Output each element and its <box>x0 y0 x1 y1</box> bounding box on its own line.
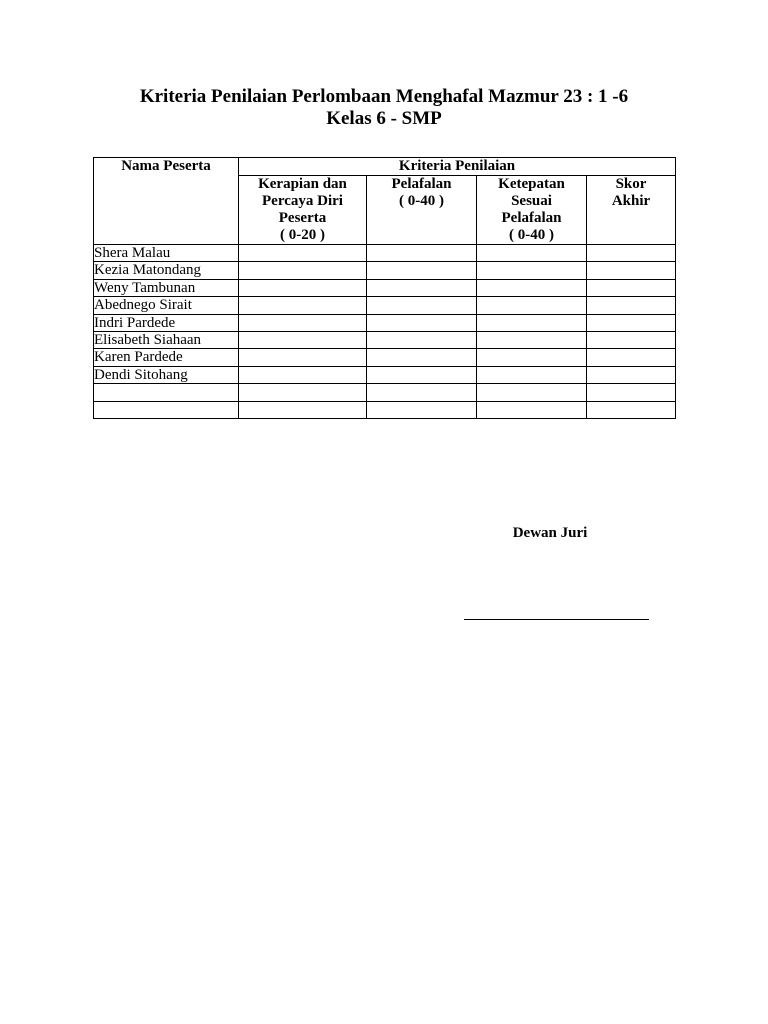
score-table <box>93 157 676 419</box>
score-cell-skor-akhir[interactable] <box>587 401 676 418</box>
score-cell-skor-akhir[interactable] <box>587 349 676 366</box>
score-cell-skor-akhir[interactable] <box>587 245 676 262</box>
table-row <box>94 262 676 279</box>
score-cell-ketepatan[interactable] <box>477 262 587 279</box>
participant-name[interactable] <box>94 401 239 418</box>
score-cell-pelafalan[interactable] <box>367 245 477 262</box>
header-line: Ketepatan <box>498 176 565 192</box>
column-header-pelafalan <box>367 176 477 245</box>
score-cell-skor-akhir[interactable] <box>587 331 676 348</box>
score-cell-pelafalan[interactable] <box>367 314 477 331</box>
score-cell-skor-akhir[interactable] <box>587 366 676 383</box>
header-line: Percaya Diri <box>262 193 343 209</box>
table-row <box>94 245 676 262</box>
column-header-nama-peserta <box>94 158 239 245</box>
column-header-label: Nama Peserta <box>121 158 211 174</box>
score-cell-skor-akhir[interactable] <box>587 262 676 279</box>
column-header-skor-akhir <box>587 176 676 245</box>
table-row <box>94 349 676 366</box>
score-cell-kerapian[interactable] <box>239 279 367 296</box>
score-cell-kerapian[interactable] <box>239 262 367 279</box>
header-line: Kerapian dan <box>258 176 347 192</box>
header-line: Akhir <box>611 193 651 209</box>
participant-name: Weny Tambunan <box>94 279 239 296</box>
participant-name: Shera Malau <box>94 245 239 262</box>
header-line: ( 0-40 ) <box>399 193 444 209</box>
score-cell-kerapian[interactable] <box>239 297 367 314</box>
score-cell-pelafalan[interactable] <box>367 384 477 401</box>
score-cell-ketepatan[interactable] <box>477 331 587 348</box>
participant-name: Dendi Sitohang <box>94 366 239 383</box>
column-header-kerapian <box>239 176 367 245</box>
score-cell-skor-akhir[interactable] <box>587 279 676 296</box>
score-cell-ketepatan[interactable] <box>477 366 587 383</box>
participant-name: Kezia Matondang <box>94 262 239 279</box>
group-header-label: Kriteria Penilaian <box>398 158 516 174</box>
signature-line <box>464 619 649 620</box>
participant-name: Elisabeth Siahaan <box>94 331 239 348</box>
score-cell-ketepatan[interactable] <box>477 401 587 418</box>
score-cell-skor-akhir[interactable] <box>587 384 676 401</box>
score-cell-ketepatan[interactable] <box>477 349 587 366</box>
score-cell-kerapian[interactable] <box>239 245 367 262</box>
group-header-kriteria-penilaian <box>239 158 676 176</box>
score-cell-ketepatan[interactable] <box>477 314 587 331</box>
participant-name: Abednego Sirait <box>94 297 239 314</box>
score-cell-skor-akhir[interactable] <box>587 297 676 314</box>
score-cell-kerapian[interactable] <box>239 384 367 401</box>
header-line: Pelafalan <box>501 210 562 226</box>
table-row <box>94 366 676 383</box>
score-cell-pelafalan[interactable] <box>367 366 477 383</box>
header-line: Skor <box>615 176 647 192</box>
score-cell-ketepatan[interactable] <box>477 279 587 296</box>
participant-name: Indri Pardede <box>94 314 239 331</box>
score-cell-kerapian[interactable] <box>239 349 367 366</box>
header-line: Pelafalan <box>391 176 452 192</box>
header-line: Peserta <box>278 210 327 226</box>
table-row <box>94 331 676 348</box>
table-row <box>94 401 676 418</box>
header-line: ( 0-20 ) <box>280 227 325 243</box>
score-cell-kerapian[interactable] <box>239 401 367 418</box>
score-cell-pelafalan[interactable] <box>367 297 477 314</box>
score-cell-pelafalan[interactable] <box>367 331 477 348</box>
table-row <box>94 297 676 314</box>
score-cell-skor-akhir[interactable] <box>587 314 676 331</box>
table-row <box>94 384 676 401</box>
table-row <box>94 279 676 296</box>
score-cell-kerapian[interactable] <box>239 331 367 348</box>
signature-label: Dewan Juri <box>512 525 588 541</box>
score-cell-ketepatan[interactable] <box>477 297 587 314</box>
score-cell-pelafalan[interactable] <box>367 279 477 296</box>
document-subtitle: Kelas 6 - SMP <box>326 108 442 129</box>
score-cell-ketepatan[interactable] <box>477 245 587 262</box>
score-cell-pelafalan[interactable] <box>367 349 477 366</box>
header-line: Sesuai <box>511 193 552 209</box>
header-line: ( 0-40 ) <box>509 227 554 243</box>
score-cell-kerapian[interactable] <box>239 314 367 331</box>
participant-name[interactable] <box>94 384 239 401</box>
document-title: Kriteria Penilaian Perlombaan Menghafal Mazmur 23 : 1 -6 <box>139 86 629 107</box>
table-row <box>94 314 676 331</box>
participant-name: Karen Pardede <box>94 349 239 366</box>
score-cell-pelafalan[interactable] <box>367 262 477 279</box>
score-cell-kerapian[interactable] <box>239 366 367 383</box>
column-header-ketepatan <box>477 176 587 245</box>
score-cell-pelafalan[interactable] <box>367 401 477 418</box>
score-cell-ketepatan[interactable] <box>477 384 587 401</box>
